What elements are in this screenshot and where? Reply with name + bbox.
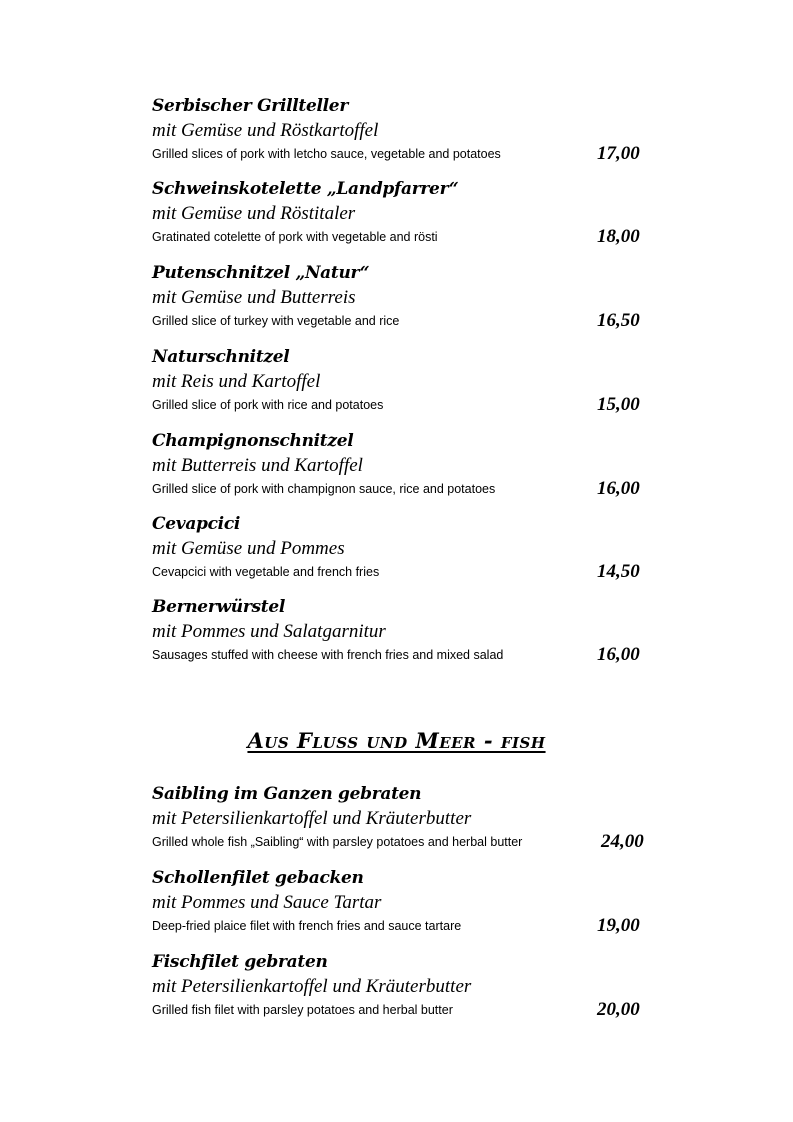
dish-description: Cevapcici with vegetable and french fries [152,565,380,579]
menu-item-schweinskotelette [152,179,652,259]
dish-description: Grilled slices of pork with letcho sauce, vegetable and potatoes [152,147,501,161]
dish-side: mit Petersilienkartoffel und Kräuterbutter [152,808,472,829]
dish-side: mit Butterreis und Kartoffel [152,455,363,476]
dish-name: Schweinskotelette „Landpfarrer“ [152,179,459,199]
dish-name: Serbischer Grillteller [152,96,348,116]
dish-price: 18,00 [597,226,640,247]
dish-name: Schollenfilet gebacken [152,868,364,888]
menu-item-schollenfilet [152,868,652,948]
dish-side: mit Pommes und Sauce Tartar [152,892,382,913]
dish-description: Grilled slice of pork with champignon sauce, rice and potatoes [152,482,496,496]
menu-item-champignonschnitzel [152,431,652,511]
dish-description: Grilled slice of pork with rice and potatoes [152,398,384,412]
dish-side: mit Gemüse und Pommes [152,538,345,559]
dish-price: 24,00 [601,831,644,852]
dish-description: Grilled fish filet with parsley potatoes and herbal butter [152,1003,453,1017]
menu-item-saibling [152,784,652,864]
dish-price: 14,50 [597,561,640,582]
dish-side: mit Pommes und Salatgarnitur [152,621,386,642]
menu-item-putenschnitzel [152,263,652,343]
dish-side: mit Petersilienkartoffel und Kräuterbutter [152,976,472,997]
dish-description: Grilled slice of turkey with vegetable and rice [152,314,400,328]
dish-price: 16,50 [597,310,640,331]
menu-item-serbischer-grillteller [152,96,652,176]
dish-side: mit Gemüse und Röstkartoffel [152,120,379,141]
dish-price: 17,00 [597,143,640,164]
dish-description: Grilled whole fish „Saibling“ with parsley potatoes and herbal butter [152,835,523,849]
dish-description: Deep-fried plaice filet with french fries and sauce tartare [152,919,462,933]
dish-name: Champignonschnitzel [152,431,354,451]
dish-side: mit Reis und Kartoffel [152,371,321,392]
dish-price: 16,00 [597,644,640,665]
dish-price: 19,00 [597,915,640,936]
menu-item-cevapcici [152,514,652,594]
dish-name: Putenschnitzel „Natur“ [152,263,370,283]
dish-price: 20,00 [597,999,640,1020]
dish-price: 16,00 [597,478,640,499]
dish-name: Bernerwürstel [152,597,286,617]
dish-price: 15,00 [597,394,640,415]
dish-name: Fischfilet gebraten [152,952,328,972]
menu-item-bernerwuerstel [152,597,652,677]
dish-name: Saibling im Ganzen gebraten [152,784,422,804]
dish-description: Sausages stuffed with cheese with french fries and mixed salad [152,648,504,662]
section-heading-fish: Aus Fluss und Meer - fish [247,728,546,753]
dish-name: Cevapcici [152,514,241,534]
dish-side: mit Gemüse und Butterreis [152,287,356,308]
dish-name: Naturschnitzel [152,347,290,367]
menu-item-naturschnitzel [152,347,652,427]
dish-side: mit Gemüse und Röstitaler [152,203,356,224]
dish-description: Gratinated cotelette of pork with vegetable and rösti [152,230,438,244]
menu-item-fischfilet [152,952,652,1032]
